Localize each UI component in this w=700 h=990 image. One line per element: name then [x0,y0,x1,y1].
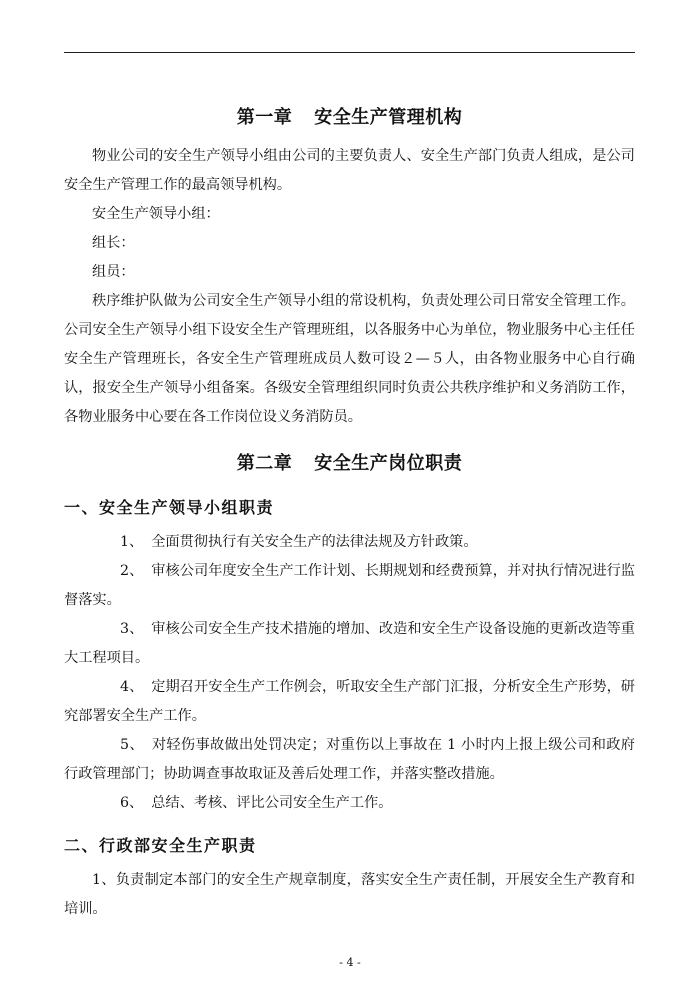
duty-item-number: 1、 [120,534,144,550]
duty-item [64,731,635,789]
chapter-1-heading: 安全生产管理机构 [314,107,463,128]
duty-item-number: 4、 [120,679,144,695]
duty-item [64,557,635,615]
chapter-2-heading: 安全生产岗位职责 [314,453,463,474]
duty-item [64,528,635,557]
duty-item-text: 审核公司年度安全生产工作计划、长期规划和经费预算，并对执行情况进行监督落实。 [64,563,635,608]
chapter-2-label: 第二章 [236,453,293,474]
duty-item-number: 3、 [120,621,144,637]
group-label: 安全生产领导小组： [92,206,220,222]
duty-item-text: 总结、考核、评比公司安全生产工作。 [151,795,393,811]
duty-item-text: 对轻伤事故做出处罚决定；对重伤以上事故在 1 小时内上报上级公司和政府行政管理部门；协助调查事故取证及善后处理工作，并落实整改措施。 [64,737,635,782]
duty-item [64,789,635,818]
chapter-1-intro-paragraph: 物业公司的安全生产领导小组由公司的主要负责人、安全生产部门负责人组成，是公司安全生产管理工作的最高领导机构。 [64,148,635,193]
chapter-1-body-paragraph: 秩序维护队做为公司安全生产领导小组的常设机构，负责处理公司日常安全管理工作。公司安全生产领导小组下设安全生产管理班组，以各服务中心为单位，物业服务中心主任任安全生产管理班长，各安全生产管理班成员人数可设２—５人，由各物业服务中心自行确认，报安全生产领导小组备案。各级安全管理组织同时负责公共秩序维护和义务消防工作，各物业服务中心要在各工作岗位设义务消防员。 [64,293,635,425]
duty-item [64,615,635,673]
group-leader: 组长： [92,235,135,251]
duty-item: 1、负责制定本部门的安全生产规章制度，落实安全生产责任制，开展安全生产教育和培训。 [64,872,635,917]
duty-item-text: 定期召开安全生产工作例会，听取安全生产部门汇报，分析安全生产形势，研究部署安全生产工作。 [64,679,635,724]
duty-item-number: 6、 [120,795,144,811]
page-number: - 4 - [339,956,361,969]
duty-item [64,673,635,731]
duty-item-text: 全面贯彻执行有关安全生产的法律法规及方针政策。 [151,534,478,550]
chapter-1-label: 第一章 [236,107,293,128]
duty-item-text: 审核公司安全生产技术措施的增加、改造和安全生产设备设施的更新改造等重大工程项目。 [64,621,635,666]
group-members: 组员： [92,264,135,280]
chapter-2-title [64,446,635,482]
section-2-heading: 二、行政部安全生产职责 [64,836,257,855]
section-1-heading: 一、安全生产领导小组职责 [64,498,275,517]
duty-item-number: 5、 [120,737,144,753]
chapter-1-title [64,100,635,136]
header-rule [64,52,635,53]
duty-item-number: 2、 [120,563,144,579]
document-body [64,100,635,924]
